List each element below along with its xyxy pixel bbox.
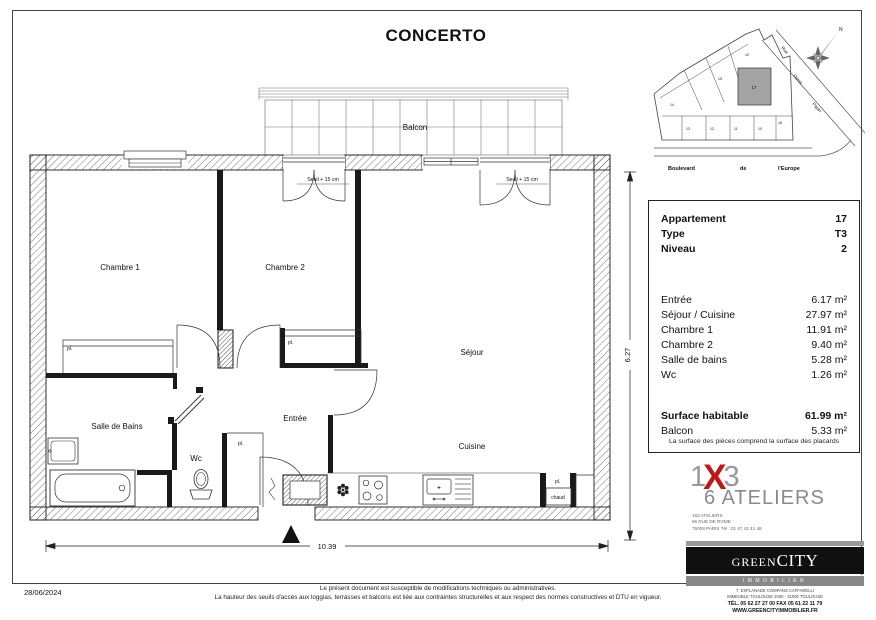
disclaimer-line1: Le présent document est susceptible de modifications techniques ou administratives. xyxy=(319,585,557,592)
greencity-address: 7, ESPLANADE COMPANS CAFFARELLI IMMEUBLE TOULOUSE 2000 - 31000 TOULOUSE xyxy=(727,588,823,600)
info-row-appartement: Appartement 17 xyxy=(661,213,847,225)
site-plan xyxy=(650,18,865,188)
site-building xyxy=(654,29,793,140)
entrance-marker xyxy=(282,525,300,543)
svg-text:10: 10 xyxy=(758,127,762,131)
info-row-sejour-cuisine: Séjour / Cuisine 27.97 m² xyxy=(661,309,847,321)
info-row-chambre1: Chambre 1 11.91 m² xyxy=(661,324,847,336)
red-x-icon: X xyxy=(703,458,726,497)
greencity-name: GREENCITY xyxy=(686,547,864,574)
compass-rose-icon xyxy=(806,27,843,70)
svg-text:Boulevard: Boulevard xyxy=(668,166,695,172)
svg-text:l'Europe: l'Europe xyxy=(778,166,800,172)
greencity-immobilier: IMMOBILIER xyxy=(686,575,864,586)
stove-icon xyxy=(359,476,387,504)
greencity-top-bar xyxy=(686,541,864,546)
surface-note: La surface des pièces comprend la surface des placards xyxy=(668,438,839,445)
wc-label: Wc xyxy=(190,454,202,463)
info-row-balcon: Balcon 5.33 m² xyxy=(661,425,847,437)
page-title: CONCERTO xyxy=(385,26,487,45)
apartment-info-panel xyxy=(648,200,860,453)
document-date: 28/06/2024 xyxy=(24,588,62,597)
svg-text:13: 13 xyxy=(686,127,690,131)
svg-text:19: 19 xyxy=(745,53,749,57)
seuil-label-left: Seuil + 15 cm xyxy=(307,177,339,183)
svg-text:15: 15 xyxy=(718,77,722,81)
architect-logo-line2: 6 ATELIERS xyxy=(704,487,825,509)
info-row-niveau: Niveau 2 xyxy=(661,243,847,255)
sink-icon xyxy=(423,475,473,505)
svg-text:12: 12 xyxy=(710,127,714,131)
greencity-contact: TÉL. 05 62 27 27 00 FAX 05 61 22 11 79 WWW.GREENCITYIMMOBILIER.FR xyxy=(727,600,823,615)
info-row-chambre2: Chambre 2 9.40 m² xyxy=(661,339,847,351)
info-row-entree: Entrée 6.17 m² xyxy=(661,294,847,306)
svg-text:11: 11 xyxy=(734,127,738,131)
developer-logo xyxy=(686,541,864,616)
chambre2-label: Chambre 2 xyxy=(265,263,305,272)
site-street-boulevard xyxy=(668,166,800,172)
toilet-icon xyxy=(190,470,212,500)
dim-height-label: 6.27 xyxy=(623,347,632,363)
architect-logo-line1: 1X3 xyxy=(690,458,739,497)
seuil-label-right: Seuil + 15 cm xyxy=(506,177,538,183)
info-row-surface-habitable: Surface habitable 61.99 m² xyxy=(661,410,847,422)
svg-text:Papin: Papin xyxy=(811,101,823,114)
info-row-type: Type T3 xyxy=(661,228,847,240)
disclaimer xyxy=(128,584,748,602)
svg-text:Rue: Rue xyxy=(780,45,790,55)
balcony xyxy=(259,88,568,155)
placard-label-wc: pl. xyxy=(238,441,244,447)
svg-text:N: N xyxy=(839,27,843,33)
vmc-fan-icon xyxy=(337,484,348,496)
structural-column xyxy=(218,330,233,368)
info-row-salle-de-bains: Salle de bains 5.28 m² xyxy=(661,354,847,366)
placard-label-cuisine: pl. xyxy=(555,479,561,485)
chaud-label: chaud xyxy=(551,495,565,501)
placard-label-ch2: pl. xyxy=(288,340,294,346)
sejour-label: Séjour xyxy=(460,348,484,357)
architect-address: 163 ATELIERS 66 RUE DE ROME 75008 PARIS Tél : 01 47 42 41 48 xyxy=(692,513,762,531)
entree-label: Entrée xyxy=(283,414,307,423)
disclaimer-line2: La hauteur des seuils d'accès aux loggias, terrasses et balcons est liée aux contraintes structurelles et aux respect des normes constructives et DTU en vigueur. xyxy=(214,594,662,602)
placard-label-ch1: pl. xyxy=(67,346,73,352)
cuisine-label: Cuisine xyxy=(458,442,486,451)
info-row-wc: Wc 1.26 m² xyxy=(661,369,847,381)
sejour-window xyxy=(422,156,480,169)
chambre1-label: Chambre 1 xyxy=(100,263,140,272)
svg-text:18: 18 xyxy=(778,121,782,125)
kitchen-fixtures xyxy=(269,473,571,505)
outer-walls xyxy=(30,155,610,520)
svg-text:14: 14 xyxy=(670,103,674,107)
chambre1-window xyxy=(122,151,188,169)
bathroom-fixtures xyxy=(48,438,212,506)
svg-text:Denis: Denis xyxy=(792,73,804,86)
svg-text:de: de xyxy=(740,166,747,172)
dim-width-label: 10.39 xyxy=(317,542,337,551)
site-unit-17: 17 xyxy=(751,85,757,90)
salle-de-bains-label: Salle de Bains xyxy=(91,422,143,431)
interior-walls xyxy=(46,170,576,507)
balcon-label: Balcon xyxy=(402,123,428,132)
architect-logo xyxy=(690,460,862,538)
floor-plan xyxy=(25,78,637,570)
